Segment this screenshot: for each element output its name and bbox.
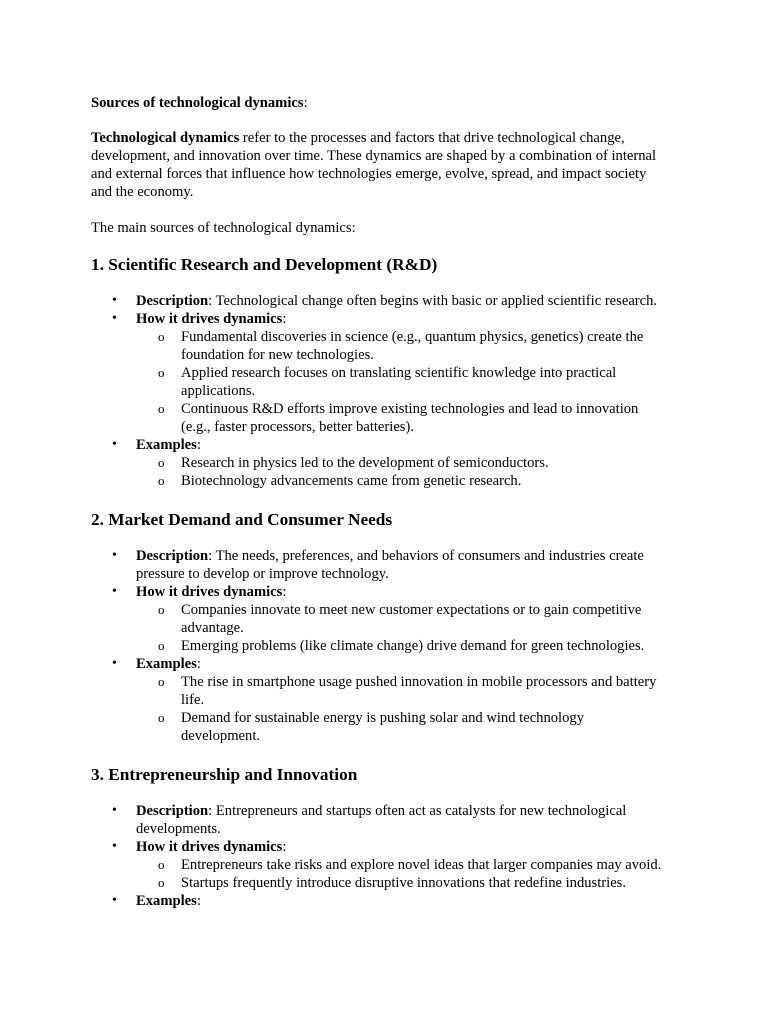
intro-line-4: and the economy. xyxy=(91,184,194,200)
description-label: Description xyxy=(136,293,209,309)
intro-line-3: and external forces that influence how technologies emerge, evolve, spread, and impact society xyxy=(91,166,647,182)
section-2-heading: 2. Market Demand and Consumer Needs xyxy=(91,510,393,529)
s2-how-sub-item: o Emerging problems (like climate change) drive demand for green technologies. xyxy=(181,637,696,655)
intro-text: refer to the processes and factors that drive technological change, xyxy=(239,130,625,146)
s1-how-sub-item xyxy=(181,328,696,364)
intro-paragraph xyxy=(91,129,691,201)
line xyxy=(136,802,696,820)
how-label: How it drives dynamics xyxy=(136,311,283,327)
section-3-heading: 3. Entrepreneurship and Innovation xyxy=(91,765,358,784)
line: o Demand for sustainable energy is pushing solar and wind technology xyxy=(181,710,585,726)
colon: : xyxy=(196,656,201,672)
colon: : xyxy=(196,437,201,453)
line: o Fundamental discoveries in science (e.g., quantum physics, genetics) create the xyxy=(181,329,644,345)
examples-label: Examples xyxy=(136,437,197,453)
colon: : xyxy=(196,893,201,909)
s2-examples-item xyxy=(136,655,696,673)
line: development. xyxy=(181,728,261,744)
s3-how-item xyxy=(136,838,696,856)
s1-description-item xyxy=(136,292,696,310)
main-sources-text: The main sources of technological dynamics: xyxy=(91,220,356,236)
line xyxy=(136,547,696,565)
s2-how-item xyxy=(136,583,696,601)
line: o Applied research focuses on translating scientific knowledge into practical xyxy=(181,365,617,381)
s3-examples-item xyxy=(136,892,696,910)
document-title xyxy=(91,94,691,112)
line: o The rise in smartphone usage pushed innovation in mobile processors and battery xyxy=(181,674,657,690)
colon: : xyxy=(282,839,287,855)
s1-how-sub-item xyxy=(181,364,696,400)
examples-label: Examples xyxy=(136,893,197,909)
s2-description-item xyxy=(136,547,696,583)
s2-example-item xyxy=(181,709,696,745)
how-label: How it drives dynamics xyxy=(136,839,283,855)
s1-example-item: o Research in physics led to the development of semiconductors. xyxy=(181,454,696,472)
line: life. xyxy=(181,692,205,708)
colon: : xyxy=(282,311,287,327)
line: (e.g., faster processors, better batteries). xyxy=(181,419,414,435)
s1-how-item xyxy=(136,310,696,328)
line: pressure to develop or improve technology. xyxy=(136,566,389,582)
description-label: Description xyxy=(136,803,209,819)
line: foundation for new technologies. xyxy=(181,347,374,363)
intro-line-1 xyxy=(91,129,691,147)
s2-how-sub-item xyxy=(181,601,696,637)
s3-description-item xyxy=(136,802,696,838)
line: developments. xyxy=(136,821,221,837)
line: o Companies innovate to meet new customer expectations or to gain competitive xyxy=(181,602,642,618)
title-colon: : xyxy=(303,95,308,111)
s1-how-sub-item xyxy=(181,400,696,436)
how-label: How it drives dynamics xyxy=(136,584,283,600)
s1-description-text: : Technological change often begins with basic or applied scientific research. xyxy=(208,293,658,309)
s1-examples-item xyxy=(136,436,696,454)
s2-description-text: : The needs, preferences, and behaviors of consumers and industries create xyxy=(208,548,644,564)
s2-example-item xyxy=(181,673,696,709)
examples-label: Examples xyxy=(136,656,197,672)
s3-how-sub-item: o Entrepreneurs take risks and explore novel ideas that larger companies may avoid. xyxy=(181,856,696,874)
intro-line-2: development, and innovation over time. These dynamics are shaped by a combination of internal xyxy=(91,148,657,164)
title-text: Sources of technological dynamics xyxy=(91,95,304,111)
s3-how-sub-item: o Startups frequently introduce disruptive innovations that redefine industries. xyxy=(181,874,696,892)
colon: : xyxy=(282,584,287,600)
line: applications. xyxy=(181,383,256,399)
line: o Continuous R&D efforts improve existing technologies and lead to innovation xyxy=(181,401,639,417)
line: advantage. xyxy=(181,620,244,636)
intro-term: Technological dynamics xyxy=(91,130,240,146)
s3-description-text: : Entrepreneurs and startups often act as catalysts for new technological xyxy=(208,803,627,819)
s1-example-item: o Biotechnology advancements came from genetic research. xyxy=(181,472,696,490)
description-label: Description xyxy=(136,548,209,564)
section-1-heading: 1. Scientific Research and Development (R&D) xyxy=(91,255,438,274)
